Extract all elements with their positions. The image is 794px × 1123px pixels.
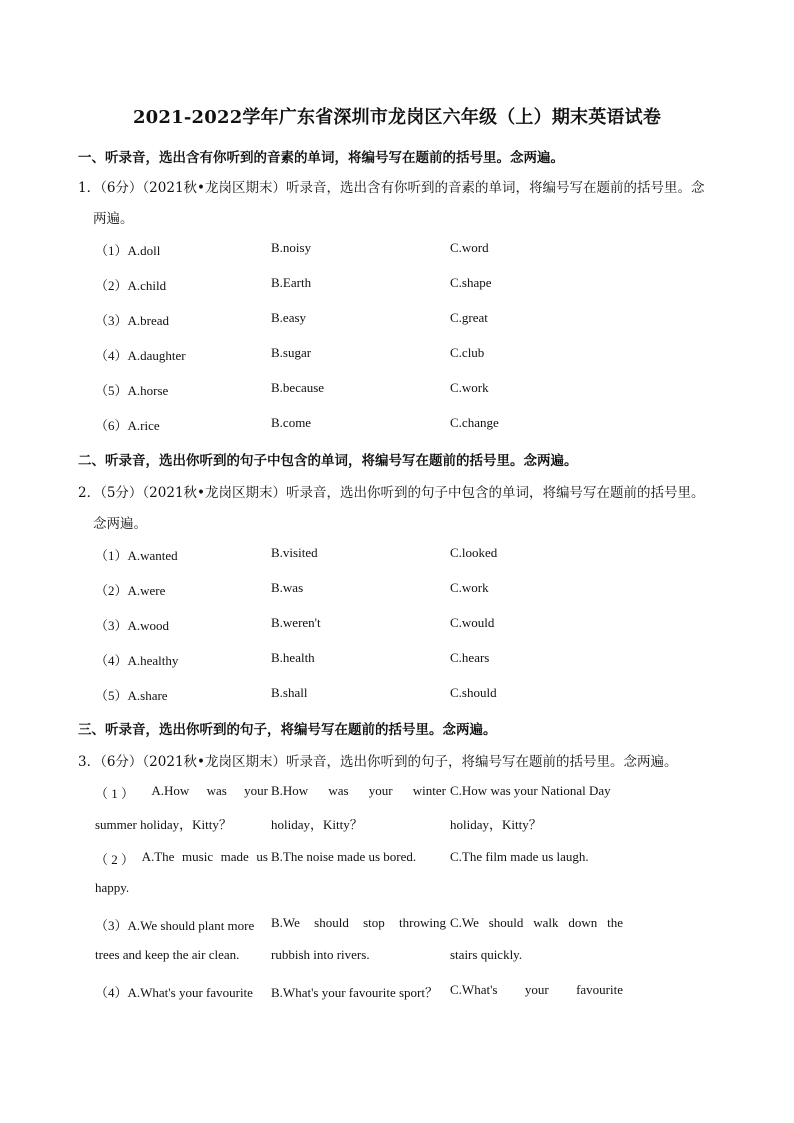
- question-1-item-6: [0, 415, 794, 435]
- q3-item4-option-c: [450, 982, 623, 998]
- q3-item2-option-a-line2: happy.: [95, 880, 130, 895]
- option-a: （3）A.bread: [95, 313, 170, 328]
- text-fragment: music: [182, 849, 214, 864]
- q3-item2-option-a-line1: [95, 849, 268, 868]
- question-1-line2: 两遍。: [93, 211, 134, 227]
- text-fragment: us: [256, 849, 268, 864]
- option-a: （1）A.doll: [95, 243, 161, 258]
- option-c: C.shape: [450, 275, 492, 290]
- option-c: C.word: [450, 240, 489, 255]
- question-3-line1: 3．（6分）（2021秋•龙岗区期末）听录音，选出你听到的句子，将编号写在题前的括号里。念两遍。: [78, 754, 678, 770]
- text-fragment: B.We: [271, 915, 300, 930]
- q3-item2-option-b: B.The noise made us bored.: [271, 849, 417, 864]
- text-fragment: stop: [363, 915, 385, 930]
- option-a: （5）A.horse: [95, 383, 169, 398]
- text-fragment: was: [206, 783, 227, 798]
- question-1-item-1: [0, 240, 794, 260]
- text-fragment: C.We: [450, 915, 479, 930]
- option-b: B.easy: [271, 310, 307, 325]
- option-b: B.Earth: [271, 275, 312, 290]
- option-b: B.shall: [271, 685, 308, 700]
- option-b: B.come: [271, 415, 312, 430]
- option-c: C.would: [450, 615, 495, 630]
- section-1-heading: 一、听录音，选出含有你听到的音素的单词，将编号写在题前的括号里。念两遍。: [78, 150, 564, 166]
- text-fragment: should: [314, 915, 349, 930]
- option-a: （5）A.share: [95, 688, 168, 703]
- q3-item1-option-b-line1: [271, 783, 446, 799]
- text-fragment: （ 2 ）: [95, 852, 135, 867]
- text-fragment: the: [607, 915, 623, 930]
- q3-item3-option-a-line2: trees and keep the air clean.: [95, 947, 240, 962]
- option-a: （3）A.wood: [95, 618, 170, 633]
- question-2-item-1: [0, 545, 794, 565]
- option-a: （1）A.wanted: [95, 548, 178, 563]
- question-1-item-2: [0, 275, 794, 295]
- q3-item1-option-c-line1: C.How was your National Day: [450, 783, 611, 798]
- text-fragment: C.What's: [450, 982, 498, 997]
- question-2-item-2: [0, 580, 794, 600]
- text-fragment: should: [488, 915, 524, 930]
- q3-item1-option-c-line2: holiday，Kitty？: [450, 817, 542, 832]
- q3-item1-option-a-line2: summer holiday，Kitty？: [95, 817, 232, 832]
- q3-item3-option-b-line2: rubbish into rivers.: [271, 947, 370, 962]
- q3-item1-option-a-line1: [95, 783, 268, 802]
- option-c: C.work: [450, 580, 489, 595]
- question-2-item-5: [0, 685, 794, 705]
- option-b: B.weren't: [271, 615, 321, 630]
- question-2-line2: 念两遍。: [93, 516, 147, 532]
- text-fragment: made: [220, 849, 249, 864]
- option-c: C.great: [450, 310, 488, 325]
- option-a: （6）A.rice: [95, 418, 160, 433]
- q3-item2-option-c: C.The film made us laugh.: [450, 849, 589, 864]
- text-fragment: favourite: [576, 982, 623, 997]
- q3-item3-option-c-line1: [450, 915, 623, 931]
- q3-item4-option-a: （4）A.What's your favourite: [95, 985, 253, 1000]
- option-b: B.was: [271, 580, 304, 595]
- question-1-line1: 1．（6分）（2021秋•龙岗区期末）听录音，选出含有你听到的音素的单词，将编号写在题前的括号里。念: [78, 180, 705, 196]
- text-fragment: was: [328, 783, 349, 798]
- text-fragment: down: [568, 915, 598, 930]
- option-c: C.hears: [450, 650, 490, 665]
- q3-item3-option-b-line1: [271, 915, 446, 931]
- question-2-item-3: [0, 615, 794, 635]
- q3-item4-option-b: B.What's your favourite sport？: [271, 985, 438, 1000]
- question-1-item-3: [0, 310, 794, 330]
- text-fragment: throwing: [399, 915, 446, 930]
- option-a: （4）A.healthy: [95, 653, 179, 668]
- q3-item3-option-a-line1: （3）A.We should plant more: [95, 918, 255, 933]
- option-c: C.looked: [450, 545, 498, 560]
- text-fragment: your: [524, 982, 549, 997]
- text-fragment: your: [368, 783, 393, 798]
- exam-title: 2021-2022学年广东省深圳市龙岗区六年级（上）期末英语试卷: [132, 107, 662, 128]
- option-a: （2）A.child: [95, 278, 167, 293]
- option-b: B.because: [271, 380, 325, 395]
- text-fragment: A.The: [141, 849, 175, 864]
- text-fragment: your: [244, 783, 268, 798]
- question-1-item-4: [0, 345, 794, 365]
- section-3-heading: 三、听录音，选出你听到的句子，将编号写在题前的括号里。念两遍。: [78, 722, 497, 738]
- question-1-item-5: [0, 380, 794, 400]
- q3-item1-option-b-line2: holiday，Kitty？: [271, 817, 363, 832]
- text-fragment: A.How: [151, 783, 190, 798]
- text-fragment: winter: [412, 783, 446, 798]
- option-b: B.noisy: [271, 240, 312, 255]
- option-a: （4）A.daughter: [95, 348, 186, 363]
- text-fragment: walk: [533, 915, 559, 930]
- section-2-heading: 二、听录音，选出你听到的句子中包含的单词，将编号写在题前的括号里。念两遍。: [78, 453, 578, 469]
- option-b: B.sugar: [271, 345, 312, 360]
- question-2-item-4: [0, 650, 794, 670]
- text-fragment: B.How: [271, 783, 309, 798]
- text-fragment: （ 1 ）: [95, 786, 135, 801]
- q3-item3-option-c-line2: stairs quickly.: [450, 947, 523, 962]
- option-c: C.club: [450, 345, 485, 360]
- option-c: C.should: [450, 685, 497, 700]
- option-c: C.change: [450, 415, 499, 430]
- option-b: B.health: [271, 650, 315, 665]
- question-2-line1: 2．（5分）（2021秋•龙岗区期末）听录音，选出你听到的句子中包含的单词，将编号写在题前的括号里。: [78, 485, 705, 501]
- option-a: （2）A.were: [95, 583, 166, 598]
- option-c: C.work: [450, 380, 489, 395]
- option-b: B.visited: [271, 545, 318, 560]
